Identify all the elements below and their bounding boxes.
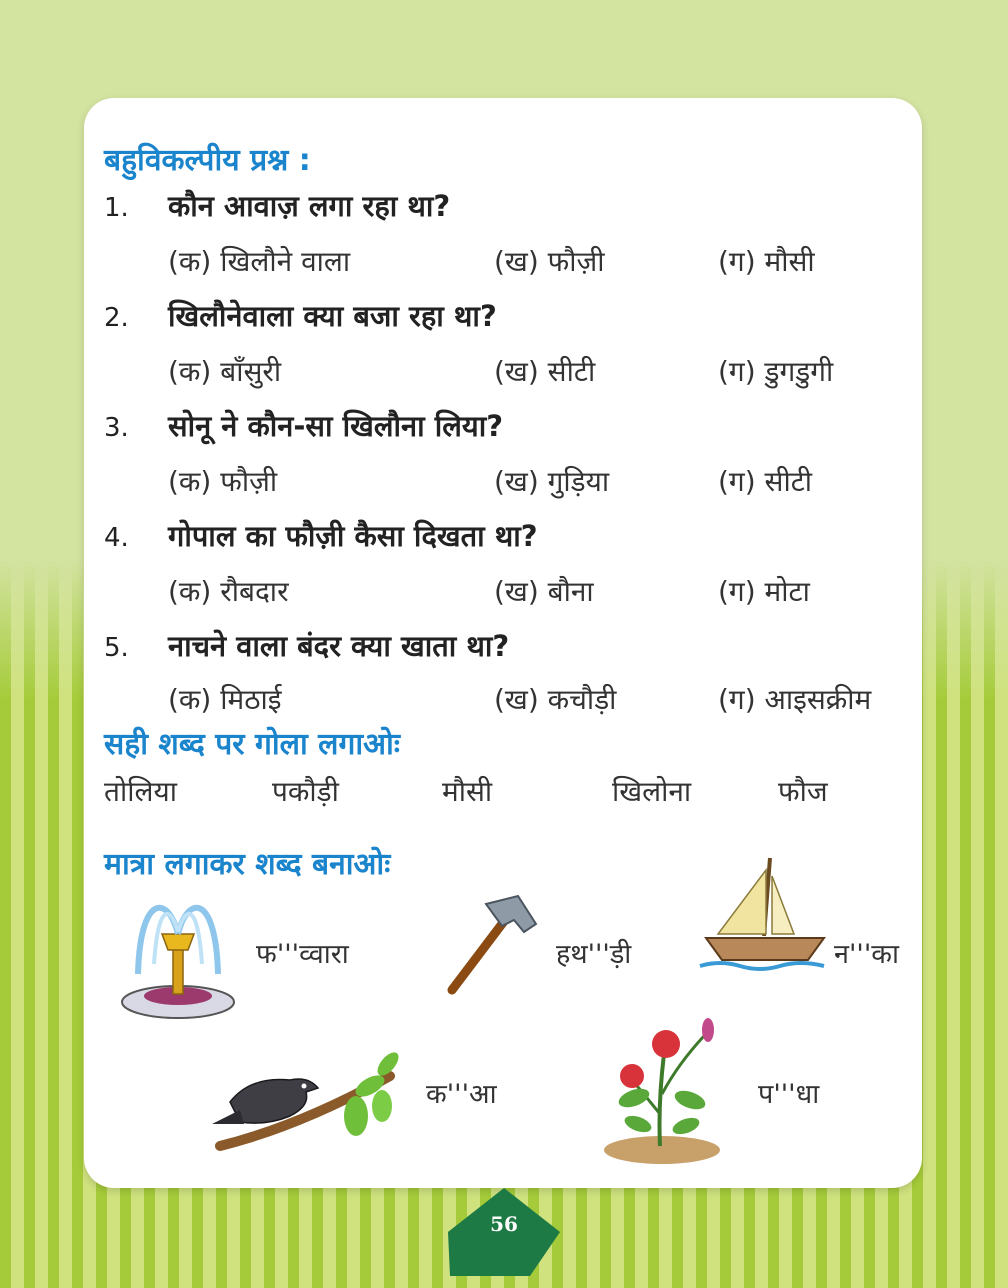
option-kha[interactable]: (ख) गुड़िया [494, 465, 610, 498]
matra-word-hammer: हथ'''ड़ी [556, 939, 632, 970]
matra-word-plant: प'''धा [758, 1079, 820, 1110]
question-text: कौन आवाज़ लगा रहा था? [168, 189, 451, 223]
option-ka[interactable]: (क) खिलौने वाला [168, 245, 351, 278]
matra-word-boat: न'''का [834, 939, 899, 970]
question-text: खिलौनेवाला क्या बजा रहा था? [168, 299, 497, 333]
option-kha[interactable]: (ख) सीटी [494, 355, 596, 388]
question-number: 1. [104, 193, 129, 223]
option-kha[interactable]: (ख) कचौड़ी [494, 683, 617, 716]
hammer-icon [444, 894, 544, 998]
option-ga[interactable]: (ग) आइसक्रीम [718, 683, 872, 716]
word-option[interactable]: तोलिया [104, 775, 177, 808]
word-option[interactable]: फौज [778, 775, 828, 808]
question-number: 3. [104, 413, 129, 443]
option-ka[interactable]: (क) फौज़ी [168, 465, 278, 498]
word-option[interactable]: खिलोना [612, 775, 692, 808]
circle-word-heading: सही शब्द पर गोला लगाओः [104, 727, 400, 762]
word-option[interactable]: पकौड़ी [272, 775, 339, 808]
boat-icon [700, 856, 830, 980]
question-text: गोपाल का फौज़ी कैसा दिखता था? [168, 519, 538, 553]
option-ga[interactable]: (ग) डुगडुगी [718, 355, 834, 388]
matra-heading: मात्रा लगाकर शब्द बनाओः [104, 847, 391, 882]
option-ka[interactable]: (क) मिठाई [168, 683, 282, 716]
mcq-heading: बहुविकल्पीय प्रश्न : [104, 143, 311, 178]
option-kha[interactable]: (ख) बौना [494, 575, 594, 608]
option-ka[interactable]: (क) बाँसुरी [168, 355, 282, 388]
option-ka[interactable]: (क) रौबदार [168, 575, 289, 608]
matra-word-crow: क'''आ [426, 1079, 497, 1110]
word-option[interactable]: मौसी [442, 775, 493, 808]
question-number: 4. [104, 523, 129, 553]
question-number: 5. [104, 633, 129, 663]
fountain-icon [118, 884, 238, 1024]
rose-plant-icon [598, 1014, 728, 1166]
question-number: 2. [104, 303, 129, 333]
page-number: 56 [490, 1212, 518, 1236]
option-ga[interactable]: (ग) मौसी [718, 245, 815, 278]
option-ga[interactable]: (ग) सीटी [718, 465, 813, 498]
question-text: नाचने वाला बंदर क्या खाता था? [168, 629, 510, 663]
crow-icon [210, 1046, 410, 1156]
option-kha[interactable]: (ख) फौज़ी [494, 245, 605, 278]
question-text: सोनू ने कौन-सा खिलौना लिया? [168, 409, 504, 443]
option-ga[interactable]: (ग) मोटा [718, 575, 810, 608]
matra-word-fountain: फ'''व्वारा [256, 939, 349, 970]
